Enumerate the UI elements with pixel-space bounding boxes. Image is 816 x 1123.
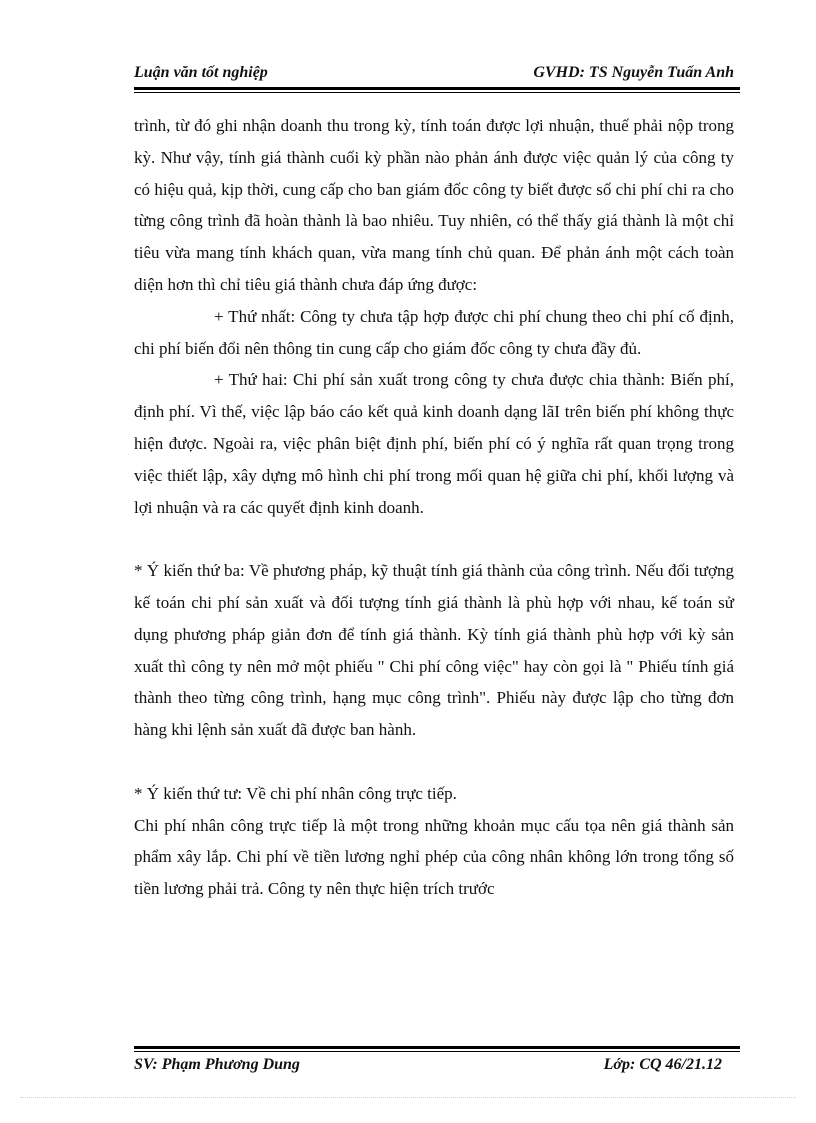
paragraph-labor-cost: Chi phí nhân công trực tiếp là một trong những khoản mục cấu tọa nên giá thành sản phẩm xây lắp. Chi phí về tiền lương nghỉ phép của công nhân không lớn trong tổng số tiền lương phải trả. Công ty nên thực hiện trích trước xyxy=(134,815,734,899)
footer-class: Lớp: CQ 46/21.12 xyxy=(603,1056,722,1073)
page-body xyxy=(134,110,734,905)
header-rule-thick xyxy=(134,87,740,90)
page-footer xyxy=(134,1056,740,1078)
paragraph-gap xyxy=(134,746,734,778)
header-supervisor: GVHD: TS Nguyễn Tuấn Anh xyxy=(533,64,734,81)
paragraph-first-point: + Thứ nhất: Công ty chưa tập hợp được chi phí chung theo chi phí cố định, chi phí biến đổi nên thông tin cung cấp cho giám đốc công ty chưa đầy đủ. xyxy=(134,306,734,358)
footer-student: SV: Phạm Phương Dung xyxy=(134,1056,300,1073)
paragraph-fourth-opinion-heading: * Ý kiến thứ tư: Về chi phí nhân công trực tiếp. xyxy=(134,783,457,803)
footer-rule-thick xyxy=(134,1046,740,1049)
page-header xyxy=(134,64,740,86)
paragraph-third-opinion: * Ý kiến thứ ba: Về phương pháp, kỹ thuật tính giá thành của công trình. Nếu đối tượng kế toán chi phí sản xuất và đối tượng tính giá thành là phù hợp với nhau, kế toán sử dụng phương pháp giản đơn để tính giá thành. Kỳ tính giá thành phù hợp với kỳ sản xuất thì công ty nên mở một phiếu " Chi phí công việc" hay còn gọi là " Phiếu tính giá thành theo từng công trình, hạng mục công trình". Phiếu này được lập cho từng đơn hàng khi lệnh sản xuất đã được ban hành. xyxy=(134,561,734,740)
paragraph-second-point: + Thứ hai: Chi phí sản xuất trong công ty chưa được chia thành: Biến phí, định phí. Vì thế, việc lập báo cáo kết quả kinh doanh dạng lãI trên biến phí không thực hiện được. Ngoài ra, việc phân biệt định phí, biến phí có ý nghĩa rất quan trọng trong việc thiết lập, xây dựng mô hình chi phí trong mối quan hệ giữa chi phí, khối lượng và lợi nhuận và ra các quyết định kinh doanh. xyxy=(134,370,734,517)
paragraph-1: trình, từ đó ghi nhận doanh thu trong kỳ, tính toán được lợi nhuận, thuế phải nộp trong kỳ. Như vậy, tính giá thành cuối kỳ phần nào phản ánh được việc quản lý của công ty có hiệu quả, kịp thời, cung cấp cho ban giám đốc công ty biết được số chi phí chi ra cho từng công trình đã hoàn thành là bao nhiêu. Tuy nhiên, có thể thấy giá thành là một chỉ tiêu vừa mang tính khách quan, vừa mang tính chủ quan. Để phản ánh một cách toàn diện hơn thì chỉ tiêu giá thành chưa đáp ứng được: xyxy=(134,116,734,294)
page-bottom-dotted-line xyxy=(20,1097,796,1098)
header-thesis-title: Luận văn tốt nghiệp xyxy=(134,64,268,81)
header-rule-thin xyxy=(134,92,740,93)
paragraph-gap xyxy=(134,523,734,555)
footer-rule-thin xyxy=(134,1051,740,1052)
